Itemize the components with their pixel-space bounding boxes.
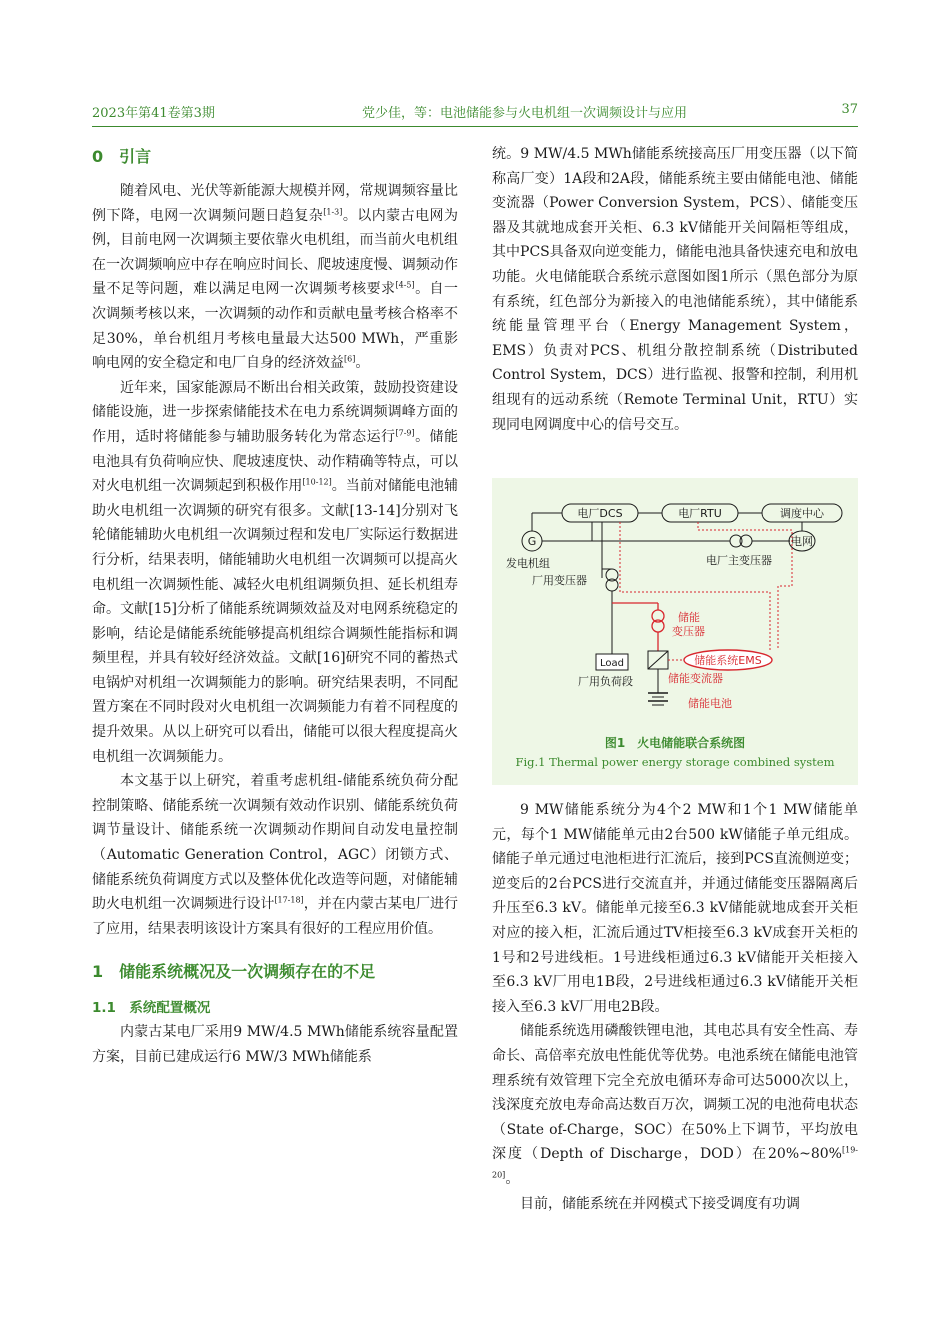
system-diagram [492, 478, 858, 728]
running-header [92, 102, 858, 124]
intro-paragraph-2: 近年来，国家能源局不断出台相关政策，鼓励投资建设储能设施，进一步探索储能技术在电力系统调频调峰方面的作用，适时将储能参与辅助服务转化为常态运行[7-9]。储能电池具有负荷响应快、爬坡速度快、动作精确等特点，可以对火电机组一次调频起到积极作用[10-12]。当前对储能电池辅助火电机组一次调频的研究有很多。文献[13-14]分别对飞轮储能辅助火电机组一次调频过程和发电厂实际运行数据进行分析，结果表明，储能辅助火电机组一次调频可以提高火电机组一次调频性能、减轻火电机组调频负担、延长机组寿命。文献[15]分析了储能系统调频效益及对电网系统稳定的影响，结论是储能系统能够提高机组综合调频性能指标和调频里程，并具有较好经济效益。文献[16]研究不同的蓄热式电锅炉对机组一次调频能力的影响。研究结果表明，不同配置方案在不同时段对火电机组一次调频能力有着不同程度的提升效果。从以上研究可以看出，储能可以很大程度提高火电机组一次调频能力。 [92, 379, 459, 765]
ems-label: 储能系统EMS [694, 654, 762, 667]
header-rule [92, 126, 858, 127]
section-1-paragraph-2: 9 MW储能系统分为4个2 MW和1个1 MW储能单元，每个1 MW储能单元由2台500 kW储能子单元组成。储能子单元通过电池柜进行汇流后，接到PCS直流侧逆变；逆变后的2台PCS进行交流直并，并通过储能变压器隔离后升压至6.3 kV。储能单元接至6.3 kV储能就地成套开关柜对应的接入柜，汇流后通过TV柜接至6.3 kV成套开关柜的1号和2号进线柜。1号进线柜通过6.3 kV储能开关柜接入至6.3 kV厂用电1B段，2号进线柜通过6.3 kV储能开关柜接入至6.3 kV厂用电2B段。 [492, 802, 858, 1015]
aux-transformer-label: 厂用变压器 [532, 574, 587, 587]
generator-symbol: G [527, 535, 537, 548]
section-1-paragraph-4: 目前，储能系统在并网模式下接受调度有功调 [520, 1195, 800, 1212]
load-label: Load [600, 658, 624, 669]
section-1-paragraph-1: 内蒙古某电厂采用9 MW/4.5 MWh储能系统容量配置方案，目前已建成运行6 MW/3 MWh储能系 [92, 1024, 458, 1065]
generator-label: 发电机组 [506, 557, 550, 570]
figure-caption-zh: 图1 火电储能联合系统图 [604, 736, 746, 750]
dispatch-label: 调度中心 [780, 507, 824, 520]
main-transformer-label: 电厂主变压器 [706, 554, 772, 567]
pcs-label: 储能变流器 [668, 672, 723, 685]
storage-transformer-label-2: 变压器 [672, 625, 705, 638]
section-1-title: 1 储能系统概况及一次调频存在的不足 [92, 962, 376, 982]
intro-paragraph-3: 本文基于以上研究，着重考虑机组-储能系统负荷分配控制策略、储能系统一次调频有效动作识别、储能系统负荷调节量设计、储能系统一次调频动作期间自动发电量控制（Automatic Generation Control，AGC）闭锁方式、储能系统负荷调度方式以及整体优化改造等问题，对储能辅助火电机组一次调频进行设计[17-18]，并在内蒙古某电厂进行了应用，结果表明该设计方案具有很好的工程应用价值。 [92, 773, 459, 937]
aux-load-label: 厂用负荷段 [578, 675, 633, 688]
battery-label: 储能电池 [688, 697, 732, 710]
section-1-paragraph-3: 储能系统选用磷酸铁锂电池，其电芯具有安全性高、寿命长、高倍率充放电性能优等优势。电池系统在储能电池管理系统有效管理下完全充放电循环寿命可达5000次以上，浅深度充放电寿命高达数百万次，调频工况的电池荷电状态（State of-Charge，SOC）在50%上下调节，平均放电深度（Depth of Discharge，DOD）在20%~80%[19-20]。 [492, 1023, 858, 1187]
section-1-paragraph-1-continued: 统。9 MW/4.5 MWh储能系统接高压厂用变压器（以下简称高厂变）1A段和2A段，储能系统主要由储能电池、储能变流器（Power Conversion System，PCS）、储能变压器及其就地成套开关柜、6.3 kV储能开关间隔柜等组成，其中PCS具备双向逆变能力，储能电池具备快速充电和放电功能。火电储能联合系统示意图如图1所示（黑色部分为原有系统，红色部分为新接入的电池储能系统），其中储能系统能量管理平台（Energy Management System，EMS）负责对PCS、机组分散控制系统（Distributed Control System，DCS）进行监视、报警和控制，利用机组现有的远动系统（Remote Terminal Unit，RTU）实现同电网调度中心的信号交互。 [492, 146, 858, 433]
figure-1 [492, 478, 858, 785]
intro-paragraph-1: 随着风电、光伏等新能源大规模并网，常规调频容量比例下降，电网一次调频问题日趋复杂[1-3]。以内蒙古电网为例，目前电网一次调频主要依靠火电机组，而当前火电机组在一次调频响应中存在响应时间长、爬坡速度慢、调频动作量不足等问题，难以满足电网一次调频考核要求[4-5]。自一次调频考核以来，一次调频的动作和贡献电量考核合格率不足30%，单台机组月考核电量最大达500 MWh，严重影响电网的安全稳定和电厂自身的经济效益[6]。 [92, 183, 458, 372]
journal-issue: 2023年第41卷第3期 [92, 106, 215, 121]
figure-caption-en: Fig.1 Thermal power energy storage combined system [515, 755, 835, 769]
grid-label: 电网 [791, 535, 813, 548]
left-column [92, 142, 458, 1070]
right-column-lower [492, 798, 858, 1216]
page-number: 37 [841, 102, 858, 117]
dcs-label: 电厂DCS [577, 507, 623, 520]
section-0-title: 0 引言 [92, 147, 152, 166]
subsection-1-1-title: 1.1 系统配置概况 [92, 1000, 211, 1017]
storage-transformer-label-1: 储能 [678, 611, 700, 624]
right-column [492, 142, 858, 437]
article-running-title: 党少佳，等：电池储能参与火电机组一次调频设计与应用 [362, 106, 688, 121]
rtu-label: 电厂RTU [678, 507, 722, 520]
